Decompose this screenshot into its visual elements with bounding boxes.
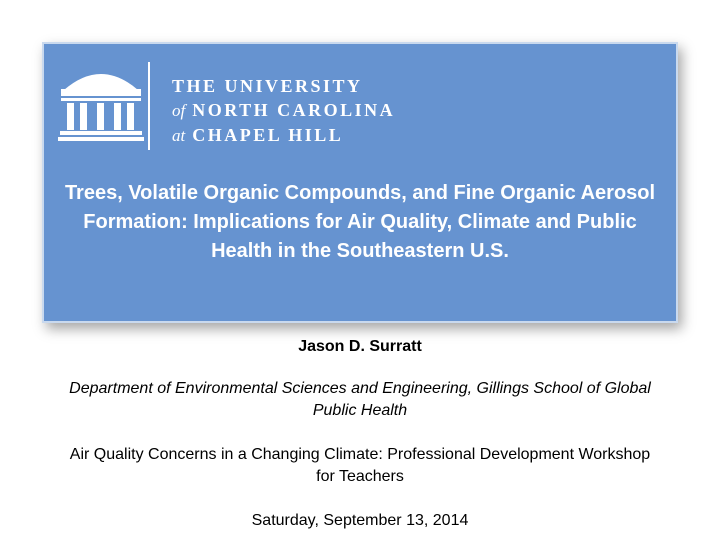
department: Department of Environmental Sciences and Engineering, Gillings School of Global Public Health [69, 380, 651, 419]
university-wordmark [172, 74, 395, 148]
event-name: Air Quality Concerns in a Changing Climate: Professional Development Workshop for Teachers [69, 446, 651, 485]
university-line-2 [172, 98, 395, 123]
university-line-3 [172, 123, 395, 148]
presentation-date: Saturday, September 13, 2014 [251, 512, 469, 529]
presentation-info [0, 336, 720, 532]
university-line-2-name: NORTH CAROLINA [192, 100, 396, 120]
university-line-3-name: CHAPEL HILL [192, 125, 344, 145]
old-well-icon [58, 60, 144, 142]
university-line-2-prefix: of [172, 101, 186, 120]
author-name: Jason D. Surratt [298, 338, 422, 355]
logo-divider [148, 62, 150, 150]
title-banner [42, 42, 678, 323]
university-line-3-prefix: at [172, 126, 186, 145]
university-line-1: THE UNIVERSITY [172, 76, 363, 96]
presentation-title: Trees, Volatile Organic Compounds, and Fine Organic Aerosol Formation: Implications for Air Quality, Climate and Public Health in the Southeastern U.S. [64, 182, 656, 262]
